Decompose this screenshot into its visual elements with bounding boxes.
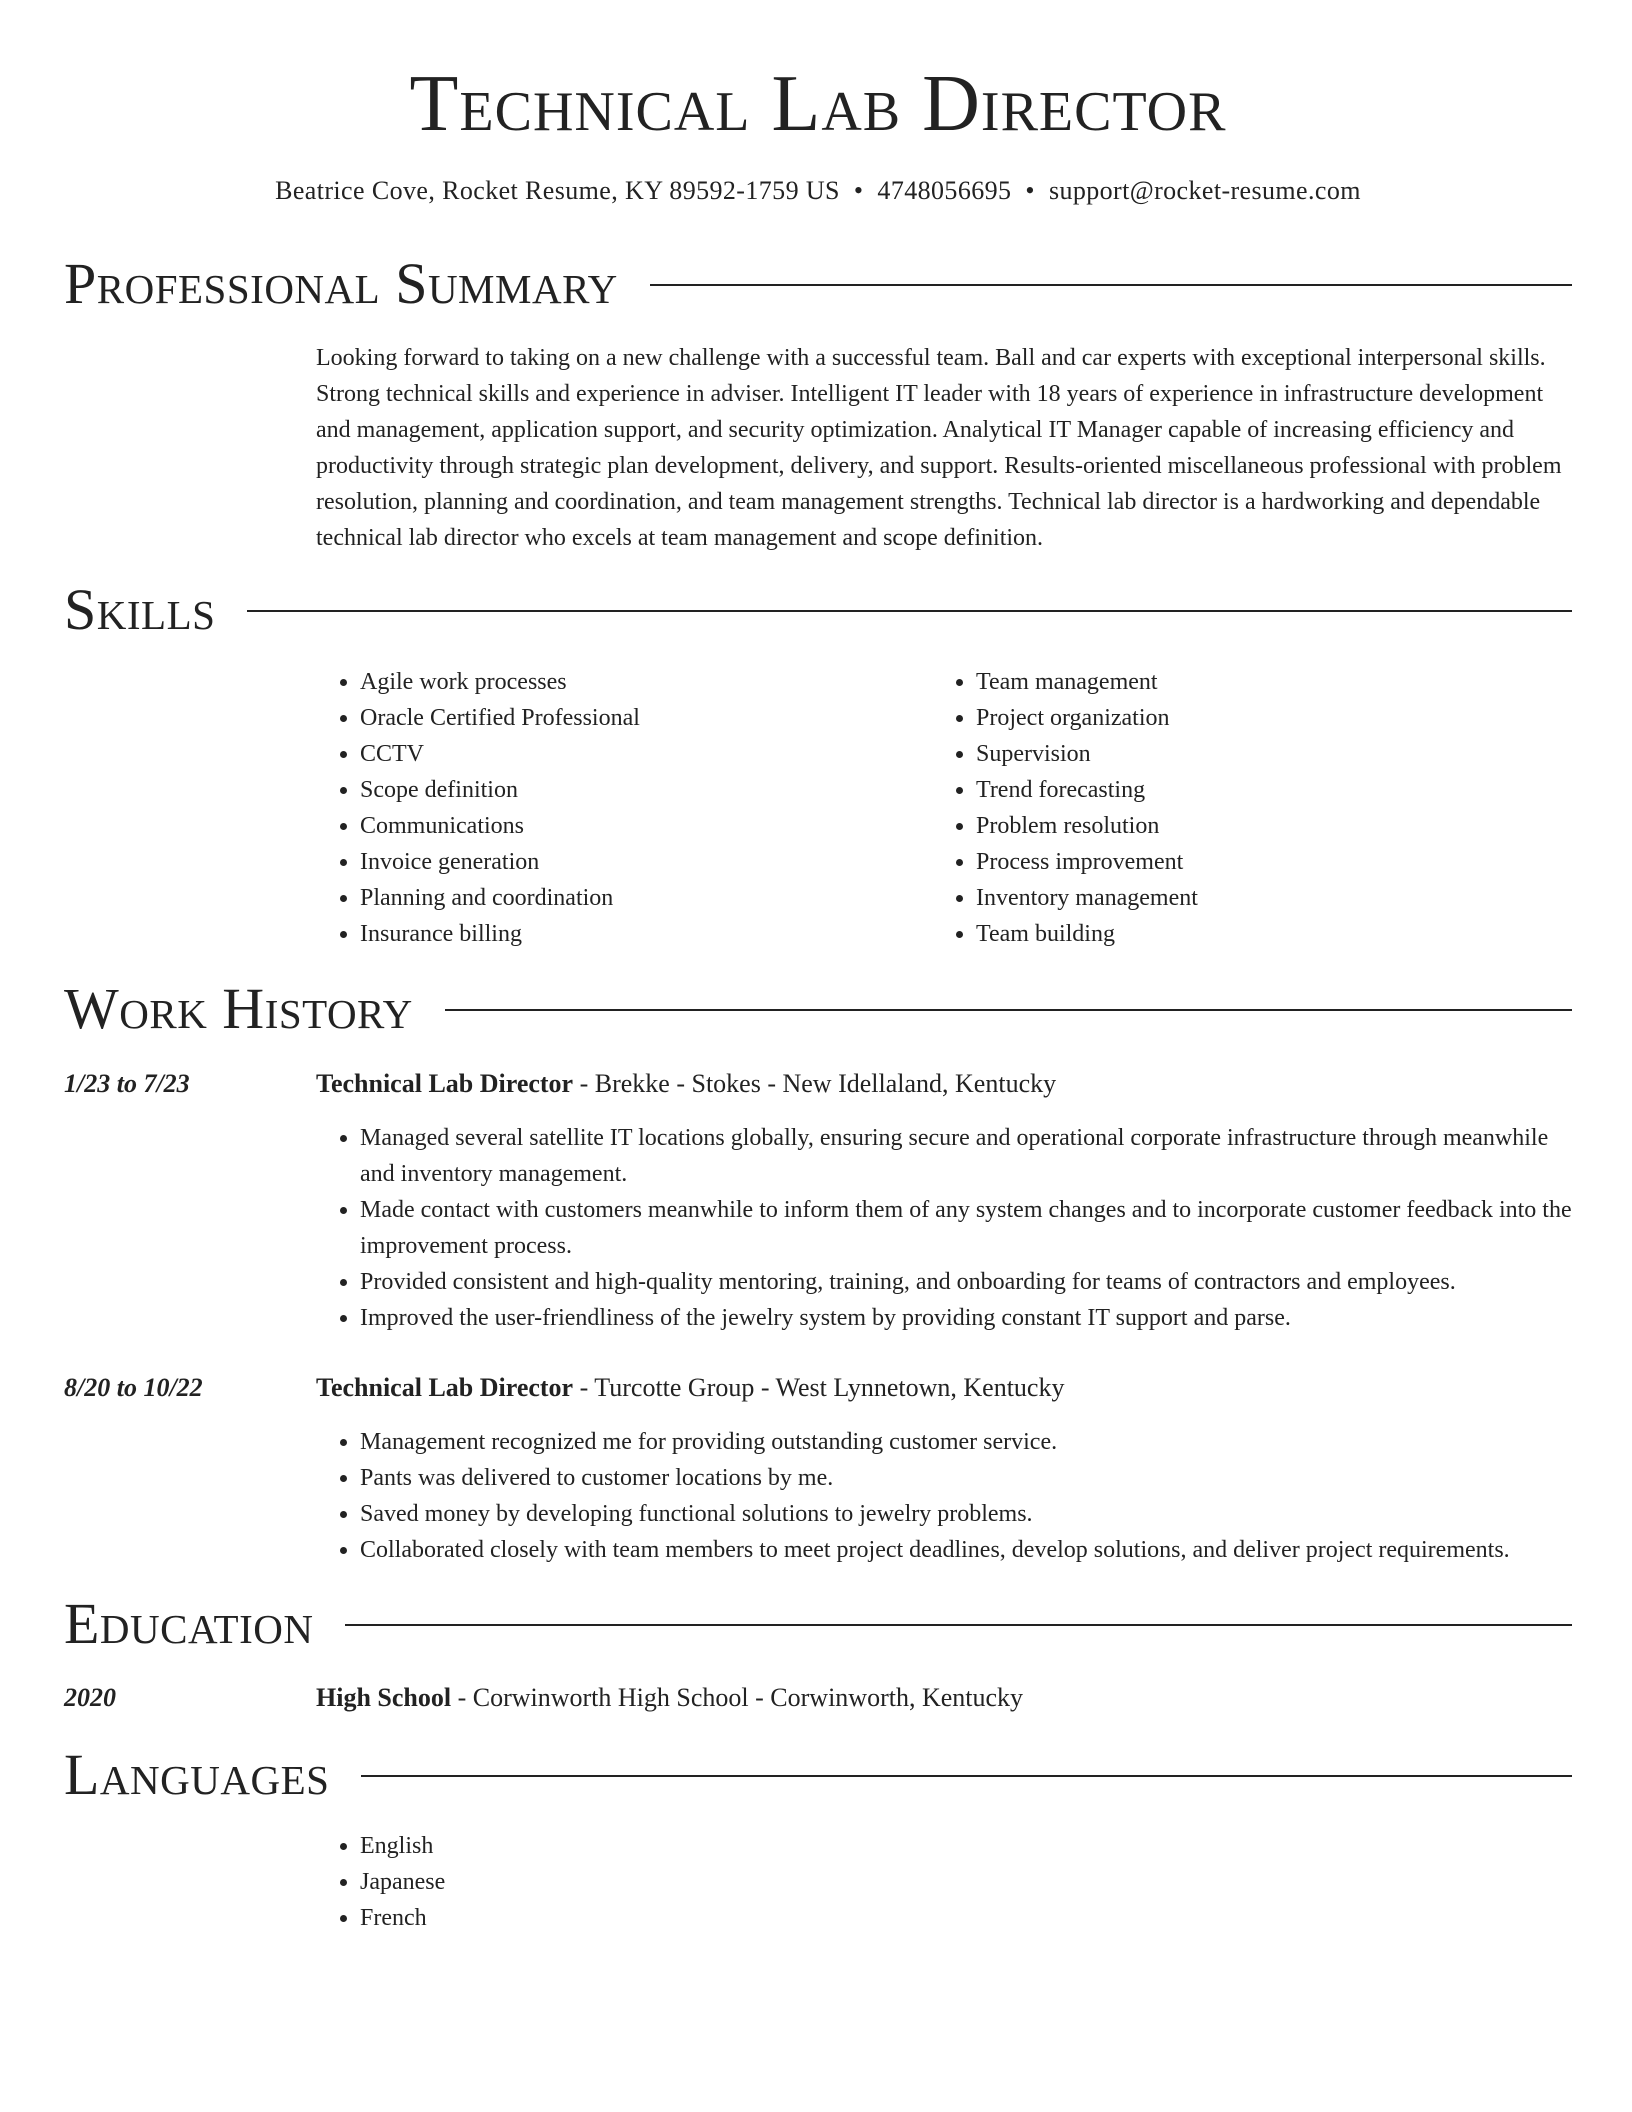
education-section-header (64, 1590, 1572, 1658)
languages-section-header (64, 1741, 1572, 1809)
section-title-summary: Professional Summary (64, 251, 618, 316)
job-bullet: • Managed several satellite IT locations globally, ensuring secure and operational corporate infrastructure through meanwhile and inventory management. (360, 1120, 1572, 1192)
skill-item: • Problem resolution (976, 808, 1532, 844)
skill-item: • CCTV (360, 736, 916, 772)
skills-list-left (316, 664, 916, 952)
skill-item: • Team building (976, 916, 1532, 952)
job-details: - Brekke - Stokes - New Idellaland, Kentucky (573, 1069, 1057, 1098)
contact-email: support@rocket-resume.com (1048, 176, 1361, 205)
work-section-header (64, 975, 1572, 1043)
section-divider (445, 1009, 1572, 1011)
section-divider (345, 1624, 1572, 1626)
language-item: • English (360, 1828, 1572, 1864)
section-title-work: Work History (64, 976, 413, 1041)
education-degree: High School (316, 1683, 452, 1712)
skill-item: • Communications (360, 808, 916, 844)
job-title: Technical Lab Director (316, 1069, 574, 1098)
job-heading (316, 1066, 1056, 1102)
job-bullet: • Pants was delivered to customer locations by me. (360, 1460, 1572, 1496)
skill-item: • Trend forecasting (976, 772, 1532, 808)
contact-separator: • (853, 176, 864, 205)
skills-column-left (316, 664, 916, 952)
contact-separator: • (1025, 176, 1035, 205)
contact-phone: 4748056695 (877, 176, 1012, 205)
language-item: • Japanese (360, 1864, 1572, 1900)
job-dates: 1/23 to 7/23 (64, 1069, 190, 1098)
job-bullets (316, 1424, 1572, 1568)
skills-column-right (932, 664, 1532, 952)
job-bullet: • Collaborated closely with team members to meet project deadlines, develop solutions, and deliver project requirements. (360, 1532, 1572, 1568)
job-bullet: • Improved the user-friendliness of the jewelry system by providing constant IT support and parse. (360, 1300, 1572, 1336)
section-divider (247, 610, 1572, 612)
skills-section-header (64, 576, 1572, 644)
contact-address: Beatrice Cove, Rocket Resume, KY 89592-1759 US (275, 176, 840, 205)
summary-text: Looking forward to taking on a new challenge with a successful team. Ball and car experts with exceptional interpersonal skills. Strong technical skills and experience in adviser. Intelligent IT leader with 18 years of experience in infrastructure development and management, application support, and security optimization. Analytical IT Manager capable of increasing efficiency and productivity through strategic plan development, delivery, and support. Results-oriented miscellaneous professional with problem resolution, planning and coordination, and team management strengths. Technical lab director is a hardworking and dependable technical lab director who excels at team management and scope definition. (316, 345, 1562, 551)
job-details: - Turcotte Group - West Lynnetown, Kentucky (573, 1373, 1065, 1402)
skill-item: • Agile work processes (360, 664, 916, 700)
skill-item: • Scope definition (360, 772, 916, 808)
skill-item: • Project organization (976, 700, 1532, 736)
job-bullet: • Made contact with customers meanwhile to inform them of any system changes and to incorporate customer feedback into the improvement process. (360, 1192, 1572, 1264)
languages-list (316, 1828, 1572, 1936)
job-dates: 8/20 to 10/22 (64, 1373, 203, 1402)
skill-item: • Team management (976, 664, 1532, 700)
job-bullet: • Management recognized me for providing outstanding customer service. (360, 1424, 1572, 1460)
skill-item: • Supervision (976, 736, 1532, 772)
contact-line (64, 174, 1572, 208)
skills-list-right (932, 664, 1532, 952)
education-year: 2020 (64, 1683, 116, 1712)
skill-item: • Planning and coordination (360, 880, 916, 916)
resume-title: Technical Lab Director (409, 60, 1227, 148)
job-bullet-list (316, 1120, 1572, 1336)
job-bullet: • Saved money by developing functional solutions to jewelry problems. (360, 1496, 1572, 1532)
section-title-education: Education (64, 1591, 314, 1656)
education-details: - Corwinworth High School - Corwinworth, Kentucky (451, 1683, 1024, 1712)
job-bullet-list (316, 1424, 1572, 1568)
education-heading (316, 1680, 1023, 1716)
skill-item: • Inventory management (976, 880, 1532, 916)
skill-item: • Oracle Certified Professional (360, 700, 916, 736)
section-divider (361, 1775, 1572, 1777)
job-title: Technical Lab Director (316, 1373, 574, 1402)
languages-block (316, 1828, 1572, 1936)
skill-item: • Invoice generation (360, 844, 916, 880)
job-bullets (316, 1120, 1572, 1336)
job-bullet: • Provided consistent and high-quality mentoring, training, and onboarding for teams of contractors and employees. (360, 1264, 1572, 1300)
job-heading (316, 1370, 1064, 1406)
section-divider (650, 284, 1572, 286)
skill-item: • Process improvement (976, 844, 1532, 880)
language-item: • French (360, 1900, 1572, 1936)
summary-section-header (64, 250, 1572, 318)
section-title-languages: Languages (64, 1742, 330, 1807)
section-title-skills: Skills (64, 577, 216, 642)
skill-item: • Insurance billing (360, 916, 916, 952)
